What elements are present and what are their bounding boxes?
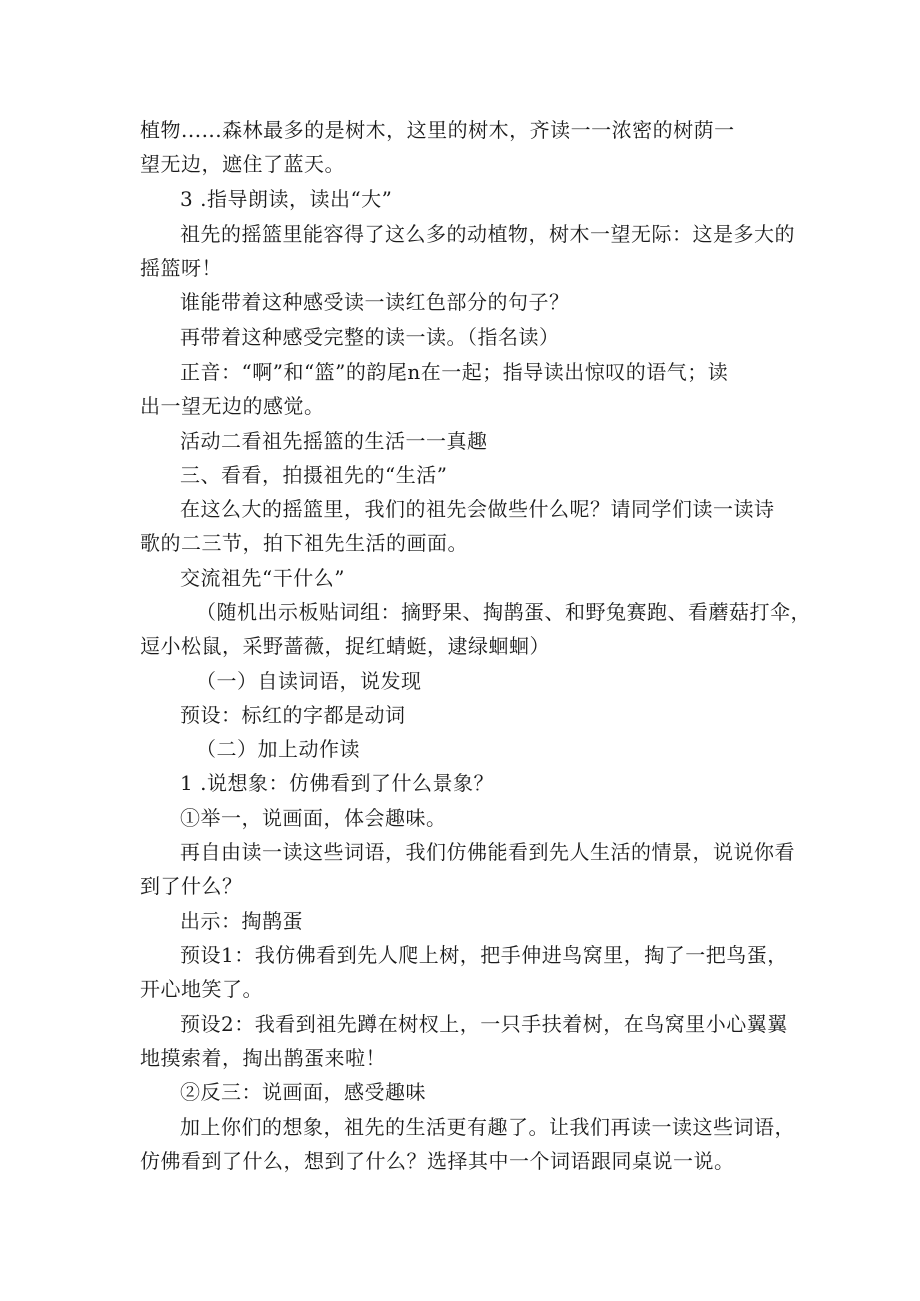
text-line: 出一望无边的感觉。: [140, 394, 325, 418]
text-line: 预设2：我看到祖先蹲在树杈上，一只手扶着树，在鸟窝里小心翼翼: [180, 1012, 788, 1036]
text-line: 植物......森林最多的是树木，这里的树木，齐读一一浓密的树荫一: [140, 118, 735, 142]
text-line: 谁能带着这种感受读一读红色部分的句子？: [180, 290, 570, 314]
text-line: 再带着这种感受完整的读一读。（指名读）: [180, 325, 560, 349]
text-line: ①举一，说画面，体会趣味。: [180, 806, 447, 830]
text-line: 祖先的摇篮里能容得了这么多的动植物，树木一望无际：这是多大的: [180, 222, 795, 246]
text-line: ②反三：说画面，感受趣味: [180, 1080, 426, 1104]
text-line: 三、看看，拍摄祖先的“生活”: [180, 463, 448, 487]
text-line: 正音：“啊”和“篮”的韵尾n在一起；指导读出惊叹的语气；读: [180, 360, 729, 384]
text-line: （一）自读词语，说发现: [196, 669, 422, 693]
text-line: 开心地笑了。: [140, 977, 263, 1001]
text-line: 望无边，遮住了蓝天。: [140, 152, 345, 176]
text-line: （二）加上动作读: [196, 737, 360, 761]
text-line: 在这么大的摇篮里，我们的祖先会做些什么呢？请同学们读一读诗: [180, 497, 775, 521]
text-line: 活动二看祖先摇篮的生活一一真趣: [180, 429, 488, 453]
text-line: 交流祖先“干什么”: [180, 566, 345, 590]
text-line: （随机出示板贴词组：摘野果、掏鹊蛋、和野兔赛跑、看蘑菇打伞，: [196, 600, 811, 624]
text-line: 到了什么？: [140, 874, 243, 898]
text-line: 加上你们的想象，祖先的生活更有趣了。让我们再读一读这些词语，: [180, 1115, 795, 1139]
text-line: 地摸索着，掏出鹊蛋来啦！: [140, 1046, 386, 1070]
text-line: 1 .说想象：仿佛看到了什么景象？: [180, 771, 494, 795]
text-line: 预设1：我仿佛看到先人爬上树，把手伸进鸟窝里，掏了一把鸟蛋，: [180, 943, 788, 967]
text-line: 出示：掏鹊蛋: [180, 909, 303, 933]
text-line: 歌的二三节，拍下祖先生活的画面。: [140, 531, 468, 555]
text-line: 摇篮呀！: [140, 256, 222, 280]
text-line: 仿佛看到了什么，想到了什么？选择其中一个词语跟同桌说一说。: [140, 1149, 735, 1173]
text-line: 预设：标红的字都是动词: [180, 703, 406, 727]
text-line: 3 .指导朗读，读出“大”: [180, 187, 393, 211]
text-line: 逗小松鼠，采野蔷薇，捉红蜻蜓，逮绿蛔蛔）: [140, 634, 550, 658]
text-line: 再自由读一读这些词语，我们仿佛能看到先人生活的情景，说说你看: [180, 840, 795, 864]
